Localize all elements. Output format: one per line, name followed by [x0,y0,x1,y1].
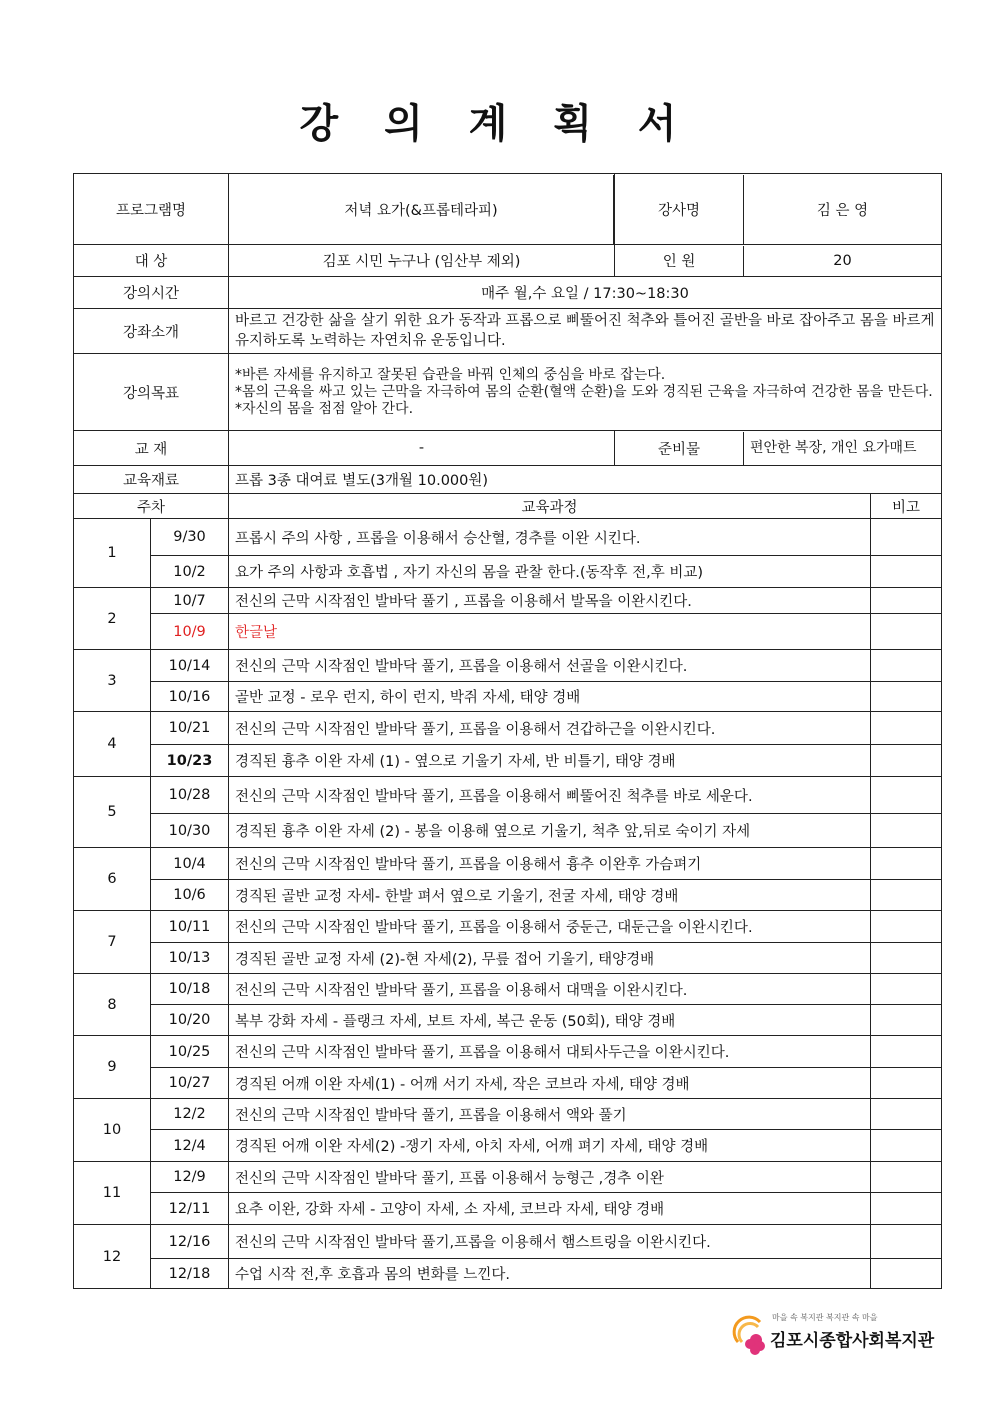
prep-value: 편안한 복장, 개인 요가매트 [750,439,917,456]
note-header: 비고 [871,494,942,519]
session-date: 10/16 [151,682,229,712]
people-value: 20 [833,252,852,269]
session-date: 10/14 [151,650,229,682]
session-content: 경직된 흉추 이완 자세 (1) - 옆으로 기울기 자세, 반 비틀기, 태양 경배 [229,745,871,777]
prep-cell [615,431,942,466]
session-note [871,777,942,814]
session-date: 12/9 [151,1162,229,1193]
session-date: 10/27 [151,1068,229,1099]
program-value [229,174,615,245]
schedule-row [74,1225,942,1259]
session-content: 전신의 근막 시작점인 발바닥 풀기, 프롭 이용해서 능형근 ,경추 이완 [229,1162,871,1193]
session-date: 10/11 [151,911,229,943]
session-content: 전신의 근막 시작점인 발바닥 풀기, 프롭을 이용해서 대퇴사두근을 이완시킨다. [229,1036,871,1068]
session-date: 10/9 [151,614,229,650]
schedule-row [74,1036,942,1068]
target-row [74,245,942,277]
session-date: 10/4 [151,848,229,880]
schedule-row [74,614,942,650]
session-note [871,1099,942,1130]
schedule-row [74,1099,942,1130]
schedule-row [74,588,942,614]
time-value: 매주 월,수 요일 / 17:30~18:30 [229,277,942,309]
schedule-row [74,880,942,911]
course-header: 교육과정 [229,494,871,519]
session-note [871,1193,942,1225]
session-content: 경직된 어깨 이완 자세(2) -쟁기 자세, 아치 자세, 어깨 펴기 자세, 태양 경배 [229,1130,871,1162]
program-row [74,174,942,245]
target-label: 대 상 [74,245,229,277]
instructor-label: 강사명 [615,175,744,244]
session-content: 전신의 근막 시작점인 발바닥 풀기, 프롭을 이용해서 흉추 이완후 가슴펴기 [229,848,871,880]
time-row [74,277,942,309]
session-note [871,614,942,650]
session-content: 프롭시 주의 사항 , 프롭을 이용해서 승산혈, 경추를 이완 시킨다. [229,519,871,556]
schedule-row [74,650,942,682]
session-date: 12/18 [151,1259,229,1289]
session-date: 10/7 [151,588,229,614]
session-date: 10/20 [151,1005,229,1036]
session-content: 전신의 근막 시작점인 발바닥 풀기, 프롭을 이용해서 삐뚤어진 척추를 바로 세운다. [229,777,871,814]
week-number: 1 [74,519,151,588]
session-note [871,1225,942,1259]
week-number: 11 [74,1162,151,1225]
week-number: 8 [74,974,151,1036]
session-note [871,1130,942,1162]
schedule-row [74,519,942,556]
textbook-row [74,431,942,466]
schedule-row [74,1259,942,1289]
week-number: 12 [74,1225,151,1289]
schedule-row [74,814,942,848]
session-date: 10/23 [151,745,229,777]
people-cell [615,245,942,277]
session-content: 경직된 어깨 이완 자세(1) - 어깨 서기 자세, 작은 코브라 자세, 태양 경배 [229,1068,871,1099]
session-content: 전신의 근막 시작점인 발바닥 풀기,프롭을 이용해서 햄스트링을 이완시킨다. [229,1225,871,1259]
week-number: 7 [74,911,151,974]
session-date: 12/2 [151,1099,229,1130]
session-content: 수업 시작 전,후 호흡과 몸의 변화를 느낀다. [229,1259,871,1289]
session-note [871,745,942,777]
goal-row [74,354,942,431]
schedule-row [74,1068,942,1099]
session-note [871,880,942,911]
prep-label: 준비물 [615,432,744,465]
intro-row [74,309,942,354]
time-label: 강의시간 [74,277,229,309]
goal-list [229,354,942,431]
session-note [871,1005,942,1036]
session-content: 요추 이완, 강화 자세 - 고양이 자세, 소 자세, 코브라 자세, 태양 경배 [229,1193,871,1225]
session-content: 경직된 골반 교정 자세- 한발 펴서 옆으로 기울기, 전굴 자세, 태양 경배 [229,880,871,911]
goal-item: *자신의 몸을 점점 알아 간다. [235,400,414,417]
session-date: 10/6 [151,880,229,911]
schedule-header-row [74,494,942,519]
week-number: 10 [74,1099,151,1162]
week-number: 6 [74,848,151,911]
session-content: 복부 강화 자세 - 플랭크 자세, 보트 자세, 복근 운동 (50회), 태양 경배 [229,1005,871,1036]
schedule-row [74,556,942,588]
week-number: 5 [74,777,151,848]
textbook-label: 교 재 [74,431,229,466]
week-number: 2 [74,588,151,650]
schedule-row [74,848,942,880]
schedule-row [74,974,942,1005]
session-date: 10/13 [151,943,229,974]
session-note [871,814,942,848]
session-note [871,519,942,556]
session-date: 10/28 [151,777,229,814]
session-note [871,1068,942,1099]
session-note [871,943,942,974]
session-content: 전신의 근막 시작점인 발바닥 풀기 , 프롭을 이용해서 발목을 이완시킨다. [229,588,871,614]
goal-item: *몸의 근육을 싸고 있는 근막을 자극하여 몸의 순환(혈액 순환)을 도와 경직된 근육을 자극하여 건강한 몸을 만든다. [235,383,933,400]
schedule-row [74,1162,942,1193]
textbook-value: - [229,431,615,466]
session-content: 전신의 근막 시작점인 발바닥 풀기, 프롭을 이용해서 선골을 이완시킨다. [229,650,871,682]
logo-tagline: 마을 속 복지관 복지관 속 마을 [772,1313,878,1322]
material-row [74,466,942,494]
program-label: 프로그램명 [74,174,229,245]
session-content: 경직된 흉추 이완 자세 (2) - 봉을 이용해 옆으로 기울기, 척추 앞,뒤로 숙이기 자세 [229,814,871,848]
program-name: 저녁 요가(&프롭테라피) [229,175,614,244]
material-label: 교육재료 [74,466,229,494]
session-date: 10/25 [151,1036,229,1068]
document-title: 강 의 계 획 서 [299,100,693,147]
session-date: 10/21 [151,712,229,745]
session-content: 골반 교정 - 로우 런지, 하이 런지, 박쥐 자세, 태양 경배 [229,682,871,712]
session-date: 12/16 [151,1225,229,1259]
session-content: 요가 주의 사항과 호흡법 , 자기 자신의 몸을 관찰 한다.(동작후 전,후 비교) [229,556,871,588]
logo-name: 김포시종합사회복지관 [770,1331,935,1351]
session-date: 12/4 [151,1130,229,1162]
session-content: 한글날 [229,614,871,650]
session-note [871,848,942,880]
instructor-value: 김 은 영 [816,202,869,219]
schedule-row [74,712,942,745]
schedule-row [74,1005,942,1036]
session-content: 전신의 근막 시작점인 발바닥 풀기, 프롭을 이용해서 액와 풀기 [229,1099,871,1130]
session-date: 10/2 [151,556,229,588]
schedule-row [74,911,942,943]
welfare-center-logo [730,1310,935,1358]
instructor-cell [615,174,942,245]
lecture-plan-table [73,173,942,1289]
week-header: 주차 [74,494,229,519]
session-note [871,974,942,1005]
session-content: 전신의 근막 시작점인 발바닥 풀기, 프롭을 이용해서 대맥을 이완시킨다. [229,974,871,1005]
schedule-row [74,777,942,814]
material-value: 프롭 3종 대여료 별도(3개월 10.000원) [229,466,942,494]
target-value: 김포 시민 누구나 (임산부 제외) [229,245,615,277]
week-number: 3 [74,650,151,712]
goal-item: *바른 자세를 유지하고 잘못된 습관을 바꿔 인체의 중심을 바로 잡는다. [235,366,666,383]
session-note [871,588,942,614]
schedule-row [74,1193,942,1225]
schedule-row [74,1130,942,1162]
intro-value: 바르고 건강한 삶을 살기 위한 요가 동작과 프롭으로 삐뚤어진 척추와 틀어진 골반을 바로 잡아주고 몸을 바르게 유지하도록 노력하는 자연치유 운동입니다. [229,309,942,354]
session-content: 경직된 골반 교정 자세 (2)-현 자세(2), 무릎 접어 기울기, 태양경배 [229,943,871,974]
session-date: 9/30 [151,519,229,556]
session-date: 12/11 [151,1193,229,1225]
session-note [871,911,942,943]
session-note [871,1162,942,1193]
session-note [871,1036,942,1068]
session-date: 10/18 [151,974,229,1005]
people-label: 인 원 [615,246,744,276]
schedule-row [74,745,942,777]
week-number: 4 [74,712,151,777]
logo-mark-icon [730,1312,770,1356]
session-content: 전신의 근막 시작점인 발바닥 풀기, 프롭을 이용해서 견갑하근을 이완시킨다. [229,712,871,745]
week-number: 9 [74,1036,151,1099]
schedule-row [74,682,942,712]
session-note [871,650,942,682]
goal-label: 강의목표 [74,354,229,431]
session-note [871,556,942,588]
schedule-row [74,943,942,974]
intro-label: 강좌소개 [74,309,229,354]
session-note [871,1259,942,1289]
session-note [871,712,942,745]
session-date: 10/30 [151,814,229,848]
session-note [871,682,942,712]
session-content: 전신의 근막 시작점인 발바닥 풀기, 프롭을 이용해서 중둔근, 대둔근을 이완시킨다. [229,911,871,943]
